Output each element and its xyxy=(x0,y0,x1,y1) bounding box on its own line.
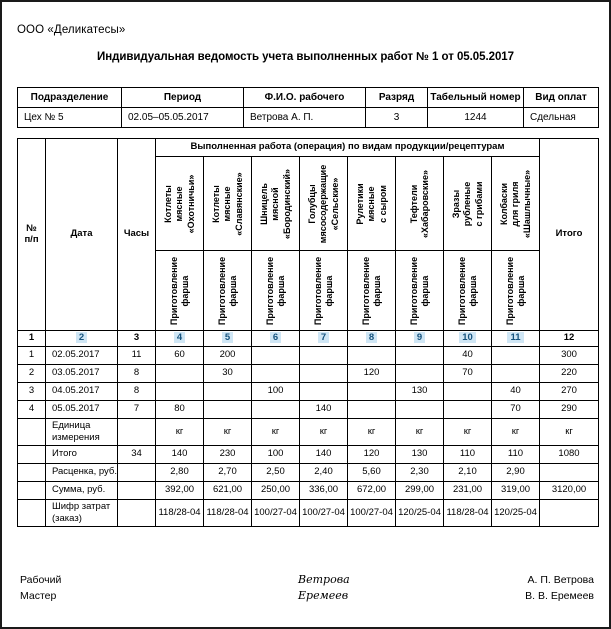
unit-row-value-2: кг xyxy=(204,419,252,446)
cost-code-row-hours xyxy=(118,500,156,527)
column-number-7-label: 7 xyxy=(318,332,329,343)
totals-row-hours: 34 xyxy=(118,446,156,464)
row-4-value-4: 140 xyxy=(300,401,348,419)
header-product-5-line3: с сыром xyxy=(377,184,388,223)
signature-roles xyxy=(20,572,61,604)
header-product-6-line1: Тефтели xyxy=(408,184,419,223)
row-3-total: 270 xyxy=(540,383,599,401)
unit-row-value-7: кг xyxy=(444,419,492,446)
info-header-payment-type: Вид оплат xyxy=(524,88,599,108)
info-value-row xyxy=(18,108,599,128)
info-value-personnel-number: 1244 xyxy=(428,108,524,128)
header-operation-1 xyxy=(156,251,204,331)
unit-of-measure-row xyxy=(18,419,599,446)
info-header-worker-name: Ф.И.О. рабочего xyxy=(244,88,366,108)
sum-row-hours xyxy=(118,482,156,500)
rate-row-hours xyxy=(118,464,156,482)
header-product-4 xyxy=(300,157,348,251)
column-number-2-label: 2 xyxy=(76,332,87,343)
row-1-date: 02.05.2017 xyxy=(46,347,118,365)
rate-row-value-3: 2,50 xyxy=(252,464,300,482)
totals-row-value-2: 230 xyxy=(204,446,252,464)
row-2-hours: 8 xyxy=(118,365,156,383)
unit-row-label-line2: измерения xyxy=(52,432,100,443)
column-number-1-label: 1 xyxy=(28,332,35,344)
cost-code-row-value-1: 118/28-04 xyxy=(156,500,204,527)
totals-row-total: 1080 xyxy=(540,446,599,464)
header-product-1-line2: мясные xyxy=(173,185,184,222)
totals-row-value-8: 110 xyxy=(492,446,540,464)
totals-row-value-7: 110 xyxy=(444,446,492,464)
info-value-worker-name: Ветрова А. П. xyxy=(244,108,366,128)
info-header-department: Подразделение xyxy=(18,88,122,108)
header-product-8-line2: для гриля xyxy=(509,181,520,226)
rate-row-total xyxy=(540,464,599,482)
header-product-4-line1: Голубцы xyxy=(306,183,317,224)
group-header-row xyxy=(18,139,599,157)
unit-row-label xyxy=(46,419,118,446)
row-2-value-5: 120 xyxy=(348,365,396,383)
column-number-3 xyxy=(118,331,156,347)
header-operation-7 xyxy=(444,251,492,331)
cost-code-row-value-6: 120/25-04 xyxy=(396,500,444,527)
header-operation-6 xyxy=(396,251,444,331)
header-operation-4-line1: Приготовление xyxy=(312,256,323,325)
header-total: Итого xyxy=(540,139,599,331)
row-4-total: 290 xyxy=(540,401,599,419)
header-product-4-line3: «Сельские» xyxy=(329,177,340,230)
column-number-10-label: 10 xyxy=(459,332,476,343)
row-3-value-7 xyxy=(444,383,492,401)
column-number-5 xyxy=(204,331,252,347)
header-row-number-line1: № xyxy=(26,222,37,234)
row-4-value-2 xyxy=(204,401,252,419)
row-1-value-5 xyxy=(348,347,396,365)
row-1-total: 300 xyxy=(540,347,599,365)
totals-row-value-6: 130 xyxy=(396,446,444,464)
totals-row-value-1: 140 xyxy=(156,446,204,464)
row-2-value-4 xyxy=(300,365,348,383)
totals-row-value-5: 120 xyxy=(348,446,396,464)
header-operation-3-line2: фарша xyxy=(275,275,286,306)
row-1-value-3 xyxy=(252,347,300,365)
header-product-6-line2: «Хабаровские» xyxy=(419,169,430,238)
cost-code-row-value-8: 120/25-04 xyxy=(492,500,540,527)
row-1-hours: 11 xyxy=(118,347,156,365)
header-product-1 xyxy=(156,157,204,251)
row-4-value-1: 80 xyxy=(156,401,204,419)
column-number-8-label: 8 xyxy=(366,332,377,343)
signature-name-foreman: В. В. Еремеев xyxy=(525,590,594,602)
totals-row-number xyxy=(18,446,46,464)
unit-row-number xyxy=(18,419,46,446)
table-row xyxy=(18,401,599,419)
row-4-value-6 xyxy=(396,401,444,419)
rate-row-value-5: 5,60 xyxy=(348,464,396,482)
signature-names xyxy=(525,572,594,604)
header-product-2 xyxy=(204,157,252,251)
row-4-value-5 xyxy=(348,401,396,419)
signature-role-worker: Рабочий xyxy=(20,574,62,586)
sum-row xyxy=(18,482,599,500)
column-number-6 xyxy=(252,331,300,347)
header-operation-1-line1: Приготовление xyxy=(168,256,179,325)
header-date: Дата xyxy=(46,139,118,331)
unit-row-value-4: кг xyxy=(300,419,348,446)
cost-code-row-value-5: 100/27-04 xyxy=(348,500,396,527)
row-1-value-2: 200 xyxy=(204,347,252,365)
row-1-value-8 xyxy=(492,347,540,365)
header-operation-3-line1: Приготовление xyxy=(264,256,275,325)
info-value-grade: 3 xyxy=(366,108,428,128)
row-3-value-4 xyxy=(300,383,348,401)
row-2-total: 220 xyxy=(540,365,599,383)
rate-row-value-6: 2,30 xyxy=(396,464,444,482)
row-4-hours: 7 xyxy=(118,401,156,419)
unit-row-value-6: кг xyxy=(396,419,444,446)
row-3-date: 04.05.2017 xyxy=(46,383,118,401)
column-number-6-label: 6 xyxy=(270,332,281,343)
rate-row-value-7: 2,10 xyxy=(444,464,492,482)
header-hours: Часы xyxy=(118,139,156,331)
column-number-4 xyxy=(156,331,204,347)
cost-code-row-value-2: 118/28-04 xyxy=(204,500,252,527)
rate-row-value-1: 2,80 xyxy=(156,464,204,482)
column-number-5-label: 5 xyxy=(222,332,233,343)
sum-row-value-6: 299,00 xyxy=(396,482,444,500)
info-header-period: Период xyxy=(122,88,244,108)
company-name: ООО «Деликатесы» xyxy=(17,24,126,36)
signature-name-worker: А. П. Ветрова xyxy=(527,574,594,586)
row-2-value-6 xyxy=(396,365,444,383)
header-product-5-line2: мясные xyxy=(365,185,376,222)
column-number-8 xyxy=(348,331,396,347)
header-product-1-line1: Котлеты xyxy=(162,184,173,223)
sum-row-total: 3120,00 xyxy=(540,482,599,500)
document-title: Индивидуальная ведомость учета выполненных работ № 1 от 05.05.2017 xyxy=(96,51,514,63)
totals-row xyxy=(18,446,599,464)
header-performed-work-group: Выполненная работа (операция) по видам продукции/рецептурам xyxy=(156,139,540,157)
column-number-12 xyxy=(540,331,599,347)
header-operation-7-line1: Приготовление xyxy=(456,256,467,325)
header-product-2-line1: Котлеты xyxy=(210,184,221,223)
row-4-value-3 xyxy=(252,401,300,419)
cost-code-row-label-line1: Шифр затрат xyxy=(52,501,111,513)
row-3-value-2 xyxy=(204,383,252,401)
header-row-number-line2: п/п xyxy=(24,233,39,245)
header-product-6 xyxy=(396,157,444,251)
header-product-3-line1: Шницель xyxy=(258,182,269,225)
header-product-7-line2: рубленые xyxy=(461,181,472,226)
header-product-8 xyxy=(492,157,540,251)
row-1-number: 1 xyxy=(18,347,46,365)
row-3-value-1 xyxy=(156,383,204,401)
header-product-4-line2: мясосодержащие xyxy=(317,164,328,243)
row-3-value-6: 130 xyxy=(396,383,444,401)
header-product-7-line3: с грибами xyxy=(473,180,484,227)
header-operation-4-line2: фарша xyxy=(323,275,334,306)
info-value-department: Цех № 5 xyxy=(18,108,122,128)
unit-row-value-8: кг xyxy=(492,419,540,446)
header-operation-5-line2: фарша xyxy=(371,275,382,306)
header-product-2-line2: мясные xyxy=(221,185,232,222)
table-row xyxy=(18,365,599,383)
row-4-value-7 xyxy=(444,401,492,419)
row-3-value-8: 40 xyxy=(492,383,540,401)
row-2-value-8 xyxy=(492,365,540,383)
column-number-row xyxy=(18,331,599,347)
signature-role-foreman: Мастер xyxy=(20,590,57,602)
header-product-3 xyxy=(252,157,300,251)
row-2-date: 03.05.2017 xyxy=(46,365,118,383)
unit-row-total: кг xyxy=(540,419,599,446)
table-row xyxy=(18,347,599,365)
header-row-number xyxy=(18,139,46,331)
sum-row-value-7: 231,00 xyxy=(444,482,492,500)
cost-code-row-total xyxy=(540,500,599,527)
sum-row-value-1: 392,00 xyxy=(156,482,204,500)
cost-code-row-number xyxy=(18,500,46,527)
column-number-7 xyxy=(300,331,348,347)
column-number-4-label: 4 xyxy=(174,332,185,343)
rate-row-number xyxy=(18,464,46,482)
cost-code-row-label-line2: (заказ) xyxy=(52,513,82,524)
header-operation-2 xyxy=(204,251,252,331)
row-1-value-6 xyxy=(396,347,444,365)
rate-row xyxy=(18,464,599,482)
signature-mark-foreman: Еремеев xyxy=(298,589,349,602)
worker-info-table xyxy=(17,87,599,128)
header-product-1-line3: «Охотничьи» xyxy=(185,174,196,233)
sum-row-number xyxy=(18,482,46,500)
sum-row-value-3: 250,00 xyxy=(252,482,300,500)
header-operation-8 xyxy=(492,251,540,331)
header-product-2-line3: «Славянские» xyxy=(233,171,244,236)
column-number-11 xyxy=(492,331,540,347)
rate-row-value-8: 2,90 xyxy=(492,464,540,482)
column-number-9-label: 9 xyxy=(414,332,425,343)
totals-row-label: Итого xyxy=(46,446,118,464)
column-number-9 xyxy=(396,331,444,347)
sum-row-value-2: 621,00 xyxy=(204,482,252,500)
cost-code-row-value-3: 100/27-04 xyxy=(252,500,300,527)
row-3-number: 3 xyxy=(18,383,46,401)
column-number-12-label: 12 xyxy=(563,332,575,344)
header-product-8-line3: «Шашлычные» xyxy=(521,169,532,238)
cost-code-row-label xyxy=(46,500,118,527)
header-product-5 xyxy=(348,157,396,251)
cost-code-row-value-4: 100/27-04 xyxy=(300,500,348,527)
totals-row-value-4: 140 xyxy=(300,446,348,464)
unit-row-value-1: кг xyxy=(156,419,204,446)
row-2-value-3 xyxy=(252,365,300,383)
row-1-value-7: 40 xyxy=(444,347,492,365)
header-product-7 xyxy=(444,157,492,251)
column-number-11-label: 11 xyxy=(507,332,523,343)
row-3-value-5 xyxy=(348,383,396,401)
unit-row-value-3: кг xyxy=(252,419,300,446)
header-operation-1-line2: фарша xyxy=(179,275,190,306)
row-4-value-8: 70 xyxy=(492,401,540,419)
row-2-value-7: 70 xyxy=(444,365,492,383)
row-2-number: 2 xyxy=(18,365,46,383)
work-log-table xyxy=(17,138,599,527)
row-3-hours: 8 xyxy=(118,383,156,401)
header-operation-6-line2: фарша xyxy=(419,275,430,306)
header-operation-5 xyxy=(348,251,396,331)
info-header-grade: Разряд xyxy=(366,88,428,108)
sum-row-value-8: 319,00 xyxy=(492,482,540,500)
row-4-date: 05.05.2017 xyxy=(46,401,118,419)
header-operation-2-line2: фарша xyxy=(227,275,238,306)
table-row xyxy=(18,383,599,401)
header-product-8-line1: Колбаски xyxy=(498,182,509,225)
info-value-payment-type: Сдельная xyxy=(524,108,599,128)
row-2-value-2: 30 xyxy=(204,365,252,383)
header-operation-6-line1: Приготовление xyxy=(408,256,419,325)
unit-row-label-line1: Единица xyxy=(52,420,91,432)
header-product-3-line2: мясной xyxy=(269,186,280,221)
rate-row-value-2: 2,70 xyxy=(204,464,252,482)
sum-row-value-4: 336,00 xyxy=(300,482,348,500)
info-value-period: 02.05–05.05.2017 xyxy=(122,108,244,128)
column-number-10 xyxy=(444,331,492,347)
header-product-5-line1: Рулетики xyxy=(354,182,365,225)
header-operation-5-line1: Приготовление xyxy=(360,256,371,325)
signature-marks xyxy=(298,572,350,604)
header-operation-8-line1: Приготовление xyxy=(504,256,515,325)
signature-mark-worker: Ветрова xyxy=(298,573,350,586)
sum-row-value-5: 672,00 xyxy=(348,482,396,500)
header-product-7-line1: Зразы xyxy=(450,189,461,218)
header-operation-2-line1: Приготовление xyxy=(216,256,227,325)
info-header-personnel-number: Табельный номер xyxy=(428,88,524,108)
row-1-value-4 xyxy=(300,347,348,365)
row-3-value-3: 100 xyxy=(252,383,300,401)
unit-row-value-5: кг xyxy=(348,419,396,446)
rate-row-label: Расценка, руб. xyxy=(46,464,118,482)
header-operation-8-line2: фарша xyxy=(515,275,526,306)
column-number-3-label: 3 xyxy=(133,332,140,344)
sum-row-label: Сумма, руб. xyxy=(46,482,118,500)
info-header-row xyxy=(18,88,599,108)
column-number-1 xyxy=(18,331,46,347)
cost-code-row-value-7: 118/28-04 xyxy=(444,500,492,527)
column-number-2 xyxy=(46,331,118,347)
header-operation-7-line2: фарша xyxy=(467,275,478,306)
totals-row-value-3: 100 xyxy=(252,446,300,464)
header-product-3-line3: «Бородинский» xyxy=(281,168,292,239)
row-4-number: 4 xyxy=(18,401,46,419)
cost-code-row xyxy=(18,500,599,527)
rate-row-value-4: 2,40 xyxy=(300,464,348,482)
header-operation-3 xyxy=(252,251,300,331)
header-operation-4 xyxy=(300,251,348,331)
row-1-value-1: 60 xyxy=(156,347,204,365)
row-2-value-1 xyxy=(156,365,204,383)
unit-row-hours xyxy=(118,419,156,446)
